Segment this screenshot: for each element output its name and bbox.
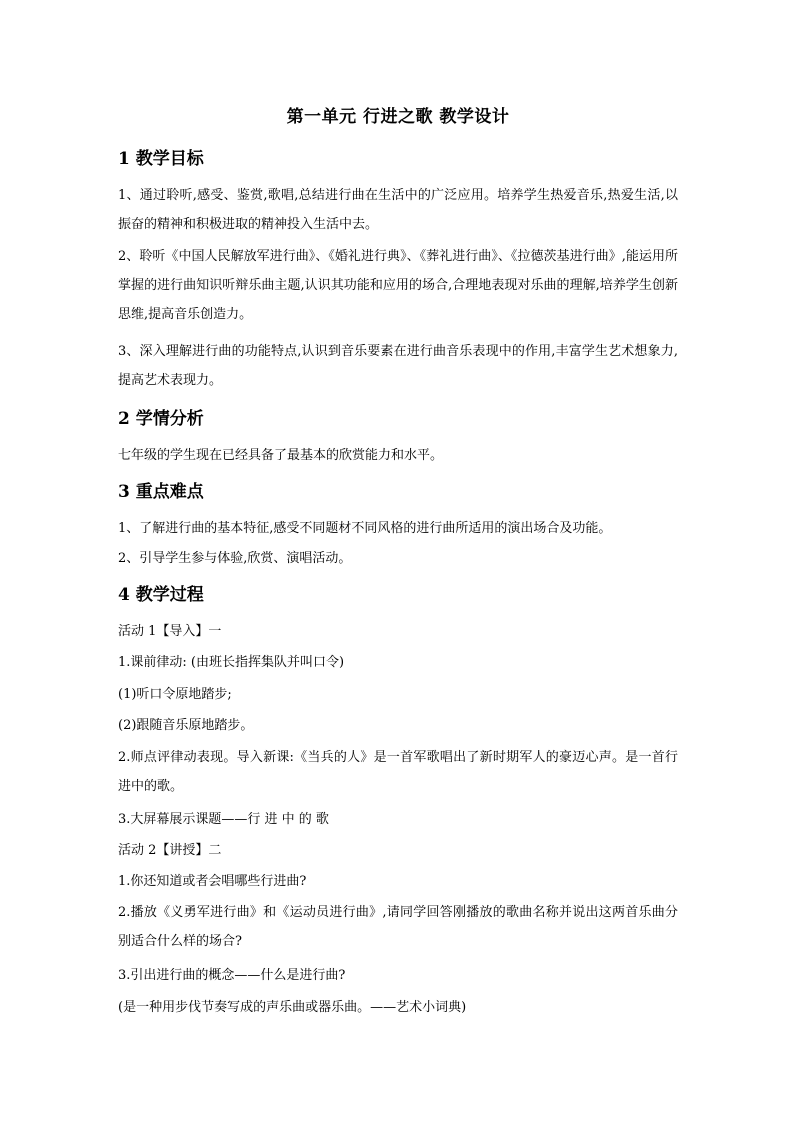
process-step-1b: (2)跟随音乐原地踏步。 bbox=[118, 718, 254, 733]
objectives-paragraph-2: 2、聆听《中国人民解放军进行曲》、《婚礼进行典》、《葬礼进行曲》、《拉德茨基进行曲》,能运用所掌握的进行曲知识听辩乐曲主题,认识其功能和应用的场合,合理地表现对乐曲的理解,培养学生创新思维,提高音乐创造力。 bbox=[118, 249, 678, 322]
process-activity-2: 活动 2【讲授】二 bbox=[118, 843, 222, 858]
process-definition: (是一种用步伐节奏写成的声乐曲或器乐曲。——艺术小词典) bbox=[118, 1000, 467, 1015]
section-heading-objectives: 1 教学目标 bbox=[118, 149, 204, 169]
key-points-paragraph-1: 1、了解进行曲的基本特征,感受不同题材不同风格的进行曲所适用的演出场合及功能。 bbox=[118, 521, 612, 536]
section-heading-process: 4 教学过程 bbox=[118, 585, 204, 605]
process-question-2: 2.播放《义勇军进行曲》和《运动员进行曲》,请同学回答刚播放的歌曲名称并说出这两首乐曲分别适合什么样的场合? bbox=[118, 905, 678, 949]
process-step-1: 1.课前律动: (由班长指挥集队并叫口令) bbox=[118, 655, 345, 670]
process-step-3: 3.大屏幕展示课题——行 进 中 的 歌 bbox=[118, 812, 329, 827]
process-activity-1: 活动 1【导入】一 bbox=[118, 624, 222, 639]
process-step-2: 2.师点评律动表现。导入新课:《当兵的人》是一首军歌唱出了新时期军人的豪迈心声。是一首行进中的歌。 bbox=[118, 750, 678, 794]
section-heading-analysis: 2 学情分析 bbox=[118, 409, 204, 429]
document-title: 第一单元 行进之歌 教学设计 bbox=[286, 107, 510, 127]
process-question-1: 1.你还知道或者会唱哪些行进曲? bbox=[118, 874, 307, 889]
objectives-paragraph-3: 3、深入理解进行曲的功能特点,认识到音乐要素在进行曲音乐表现中的作用,丰富学生艺术想象力,提高艺术表现力。 bbox=[118, 344, 678, 388]
process-question-3: 3.引出进行曲的概念——什么是进行曲? bbox=[118, 968, 346, 983]
section-heading-key-points: 3 重点难点 bbox=[118, 482, 204, 502]
process-step-1a: (1)听口令原地踏步; bbox=[118, 687, 232, 702]
key-points-paragraph-2: 2、引导学生参与体验,欣赏、演唱活动。 bbox=[118, 551, 352, 566]
analysis-paragraph-1: 七年级的学生现在已经具备了最基本的欣赏能力和水平。 bbox=[118, 448, 444, 463]
objectives-paragraph-1: 1、通过聆听,感受、鉴赏,歌唱,总结进行曲在生活中的广泛应用。培养学生热爱音乐,热爱生活,以振奋的精神和积极进取的精神投入生活中去。 bbox=[118, 188, 678, 232]
